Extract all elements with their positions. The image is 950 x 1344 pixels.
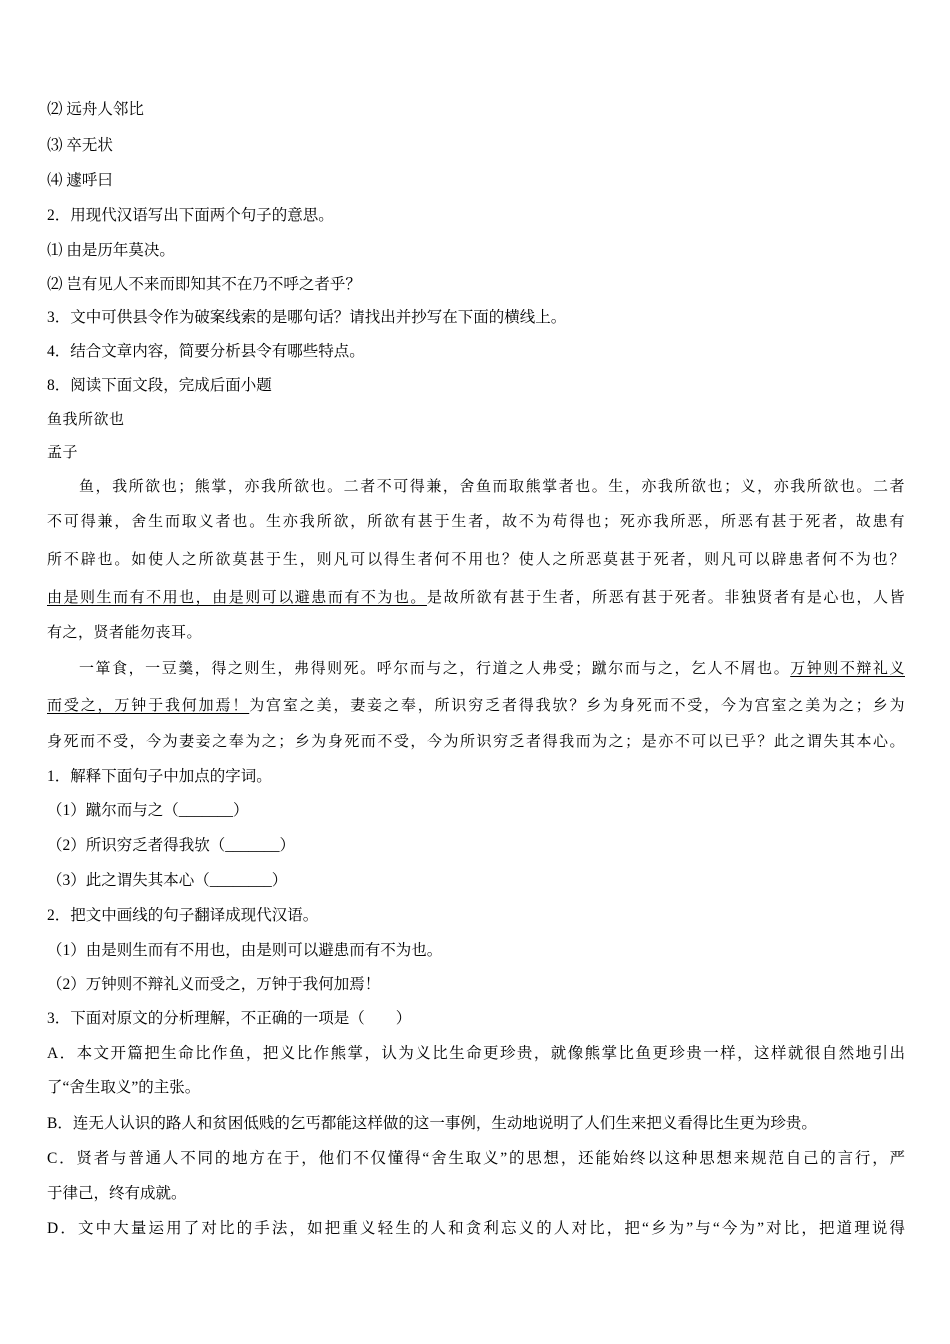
underlined-sentence: 而受之，万钟于我何加焉！ xyxy=(47,698,250,714)
text: 鱼，我所欲也；熊掌，亦我所欲也。二者不可得兼，舍鱼而取熊掌者也。生，亦我所欲也；义，亦我所欲也。二者 xyxy=(79,479,905,495)
text: 为宫室之美，妻妾之奉，所识穷乏者得我欤？乡为身死而不受，今为宫室之美为之；乡为 xyxy=(249,698,905,714)
text: 有之，贤者能勿丧耳。 xyxy=(47,625,203,641)
text: 一箪食，一豆羹，得之则生，弗得则死。呼尔而与之，行道之人弗受；蹴尔而与之，乞人不屑也。 xyxy=(79,661,791,677)
question: 2．把文中画线的句子翻译成现代汉语。 xyxy=(47,907,319,924)
question: 8．阅读下面文段，完成后面小题 xyxy=(47,377,272,394)
option-a: A．本文开篇把生命比作鱼，把义比作熊掌，认为义比生命更珍贵，就像熊掌比鱼更珍贵一样，这样就很自然地引出 xyxy=(47,1045,905,1062)
sub-question: ⑵ 岂有见人不来而即知其不在乃不呼之者乎？ xyxy=(47,276,361,293)
option-c: C．贤者与普通人不同的地方在于，他们不仅懂得“舍生取义”的思想，还能始终以这种思想来规范自己的言行，严 xyxy=(47,1150,905,1167)
passage-line xyxy=(47,732,905,752)
sub-question: ⑷ 遽呼曰 xyxy=(47,172,113,189)
text: 身死而不受，今为妻妾之奉为之；乡为身死而不受，今为所识穷乏者得我而为之；是亦不可以已乎？此之谓失其本心。 xyxy=(47,734,905,750)
option-a-cont: 了“舍生取义”的主张。 xyxy=(47,1079,201,1096)
sub-question: ⑶ 卒无状 xyxy=(47,137,113,154)
text: 所不辟也。如使人之所欲莫甚于生，则凡可以得生者何不用也？使人之所恶莫甚于死者，则凡可以辟患者何不为也？ xyxy=(47,552,905,568)
underlined-sentence: 万钟则不辩礼义 xyxy=(790,661,905,677)
passage-line xyxy=(47,588,905,608)
sub-question: （3）此之谓失其本心（________） xyxy=(47,872,288,889)
passage-line xyxy=(47,512,905,532)
sub-question: （1）由是则生而有不用也，由是则可以避患而有不为也。 xyxy=(47,942,443,959)
sub-question: （1）蹴尔而与之（_______） xyxy=(47,802,249,819)
option-d: D．文中大量运用了对比的手法，如把重义轻生的人和贪利忘义的人对比，把“乡为”与“今为”对比，把道理说得 xyxy=(47,1220,905,1237)
question: 4．结合文章内容，简要分析县令有哪些特点。 xyxy=(47,343,365,360)
question: 3．文中可供县令作为破案线索的是哪句话？请找出并抄写在下面的横线上。 xyxy=(47,309,567,326)
passage-line xyxy=(47,659,905,679)
option-c-cont: 于律己，终有成就。 xyxy=(47,1185,187,1202)
underlined-sentence: 由是则生而有不用也，由是则可以避患而有不为也。 xyxy=(47,590,427,606)
passage-line xyxy=(47,477,905,497)
passage-line xyxy=(47,696,905,716)
text: 是故所欲有甚于生者，所恶有甚于死者。非独贤者有是心也，人皆 xyxy=(426,590,905,606)
passage-title: 鱼我所欲也 xyxy=(47,412,125,428)
sub-question: ⑵ 远舟人邻比 xyxy=(47,101,144,118)
passage-line xyxy=(47,623,202,643)
option-b: B．连无人认识的路人和贫困低贱的乞丐都能这样做的这一事例，生动地说明了人们生来把义看得比生更为珍贵。 xyxy=(47,1115,817,1132)
sub-question: （2）所识穷乏者得我欤（_______） xyxy=(47,837,296,854)
question: 1．解释下面句子中加点的字词。 xyxy=(47,768,272,785)
passage-line xyxy=(47,550,905,570)
question: 2．用现代汉语写出下面两个句子的意思。 xyxy=(47,207,334,224)
sub-question: （2）万钟则不辩礼义而受之，万钟于我何加焉！ xyxy=(47,976,381,993)
sub-question: ⑴ 由是历年莫决。 xyxy=(47,242,175,259)
passage-author: 孟子 xyxy=(47,445,79,461)
text: 不可得兼，舍生而取义者也。生亦我所欲，所欲有甚于生者，故不为苟得也；死亦我所恶，所恶有甚于死者，故患有 xyxy=(47,514,905,530)
question: 3．下面对原文的分析理解，不正确的一项是（ ） xyxy=(47,1010,412,1027)
